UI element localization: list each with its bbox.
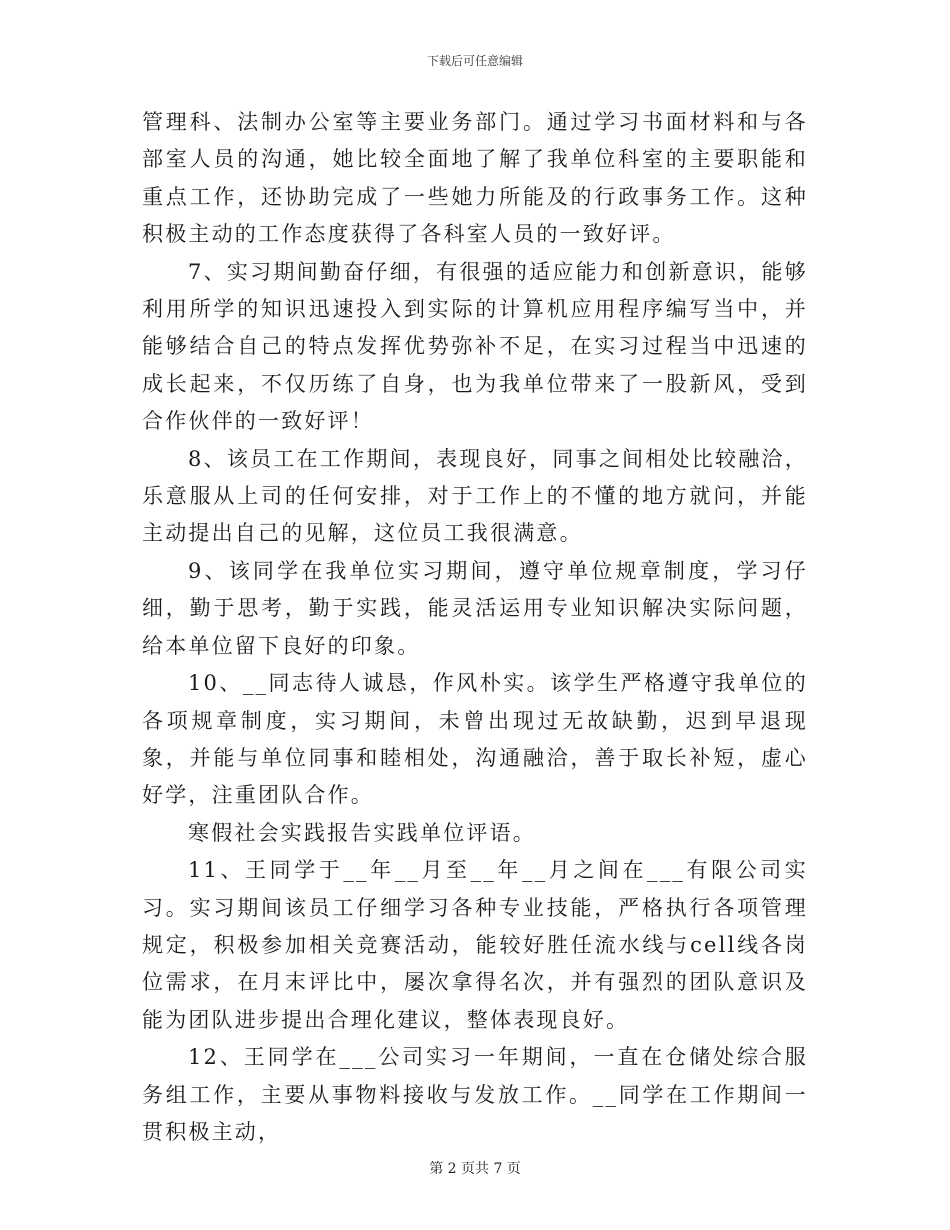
paragraph-item-10: 10、__同志待人诚恳，作风朴实。该学生严格遵守我单位的各项规章制度，实习期间，未曾出现过无故缺勤，迟到早退现象，并能与单位同事和睦相处，沟通融洽，善于取长补短，虚心好学，注重团队合作。 bbox=[142, 671, 808, 808]
paragraph-item-7: 7、实习期间勤奋仔细，有很强的适应能力和创新意识，能够利用所学的知识迅速投入到实际的计算机应用程序编写当中，并能够结合自己的特点发挥优势弥补不足，在实习过程当中迅速的成长起来，不仅历练了自身，也为我单位带来了一股新风，受到合作伙伴的一致好评！ bbox=[142, 259, 808, 434]
page-number: 第 2 页共 7 页 bbox=[429, 1161, 521, 1177]
paragraph-item-11: 11、王同学于__年__月至__年__月之间在___有限公司实习。实习期间该员工仔细学习各种专业技能，严格执行各项管理规定，积极参加相关竞赛活动，能较好胜任流水线与cell线各岗位需求，在月末评比中，屡次拿得名次，并有强烈的团队意识及能为团队进步提出合理化建议，整体表现良好。 bbox=[142, 858, 808, 1032]
paragraph-item-9: 9、该同学在我单位实习期间，遵守单位规章制度，学习仔细，勤于思考，勤于实践，能灵活运用专业知识解决实际问题，给本单位留下良好的印象。 bbox=[142, 558, 808, 658]
paragraph-item-12: 12、王同学在___公司实习一年期间，一直在仓储处综合服务组工作，主要从事物料接收与发放工作。__同学在工作期间一贯积极主动， bbox=[142, 1045, 808, 1144]
page-header: 下载后可任意编辑 bbox=[426, 54, 523, 68]
paragraph-item-8: 8、该员工在工作期间，表现良好，同事之间相处比较融洽，乐意服从上司的任何安排，对于工作上的不懂的地方就问，并能主动提出自己的见解，这位员工我很满意。 bbox=[142, 446, 808, 546]
paragraph-section-note: 寒假社会实践报告实践单位评语。 bbox=[188, 820, 536, 845]
paragraph-continuation: 管理科、法制办公室等主要业务部门。通过学习书面材料和与各部室人员的沟通，她比较全面地了解了我单位科室的主要职能和重点工作，还协助完成了一些她力所能及的行政事务工作。这种积极主动的工作态度获得了各科室人员的一致好评。 bbox=[142, 110, 808, 247]
document-body bbox=[142, 104, 808, 1151]
